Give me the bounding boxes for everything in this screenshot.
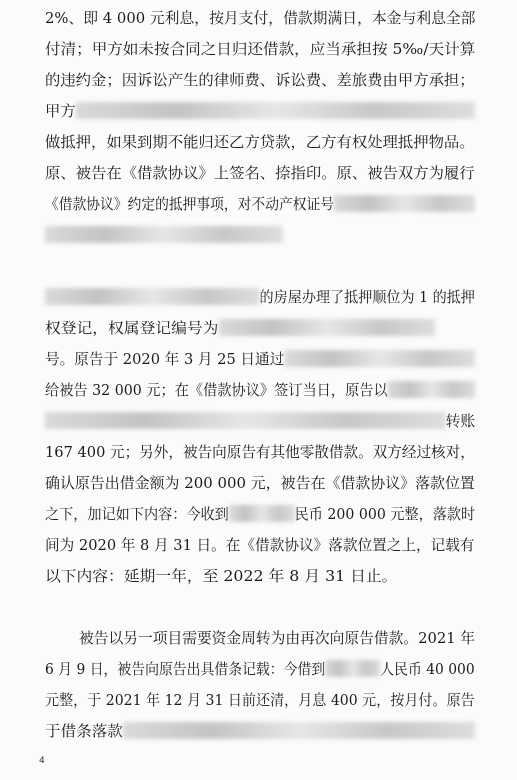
text-span: 之下，加记如下内容：今收到 xyxy=(45,506,229,523)
redacted-text xyxy=(334,195,475,212)
text-span: 167 400 元；另外，被告向原告有其他零散借款。双方经过核对， xyxy=(45,444,475,461)
text-line xyxy=(45,691,475,711)
text-span: 2%、即 4 000 元利息，按月支付，借款期满日，本金与利息全部 xyxy=(45,10,476,27)
text-span: 权登记，权属登记编号为 xyxy=(45,320,219,337)
text-span: 的违约金；因诉讼产生的律师费、诉讼费、差旅费由甲方承担； xyxy=(45,72,475,89)
text-line xyxy=(45,412,475,432)
text-line xyxy=(45,443,475,463)
text-line xyxy=(45,350,475,370)
text-span: 付清；甲方如未按合同之日归还借款，应当承担按 5‰/天计算 xyxy=(45,41,476,58)
redacted-text xyxy=(218,319,434,336)
text-span: 确认原告出借金额为 200 000 元，被告在《借款协议》落款位置 xyxy=(45,475,475,492)
text-span: 给被告 32 000 元；在《借款协议》签订当日，原告以 xyxy=(45,382,388,399)
text-line xyxy=(45,71,475,91)
text-line xyxy=(45,9,475,29)
text-span: 甲方 xyxy=(45,103,76,120)
text-span: 的房屋办理了抵押顺位为 1 的抵押 xyxy=(259,289,475,306)
page-number: 4 xyxy=(39,756,45,766)
text-line xyxy=(45,567,397,587)
redacted-text xyxy=(284,350,474,367)
text-line xyxy=(45,474,475,494)
text-span: 于借条落款 xyxy=(45,723,123,740)
text-line xyxy=(45,722,475,742)
text-span: 元整，于 2021 年 12 月 31 日前还清，月息 400 元，按月付。原告 xyxy=(45,692,475,709)
text-line xyxy=(45,319,434,339)
text-span: 民币 200 000 元整，落款时 xyxy=(294,506,476,523)
text-line xyxy=(45,195,475,215)
text-span: 被告以另一项目需要资金周转为由再次向原告借款。2021 年 xyxy=(79,630,476,647)
redacted-text xyxy=(45,288,260,305)
redacted-text xyxy=(229,505,295,522)
text-line xyxy=(45,164,475,184)
text-span: 《借款协议》约定的抵押事项，对不动产权证号 xyxy=(45,196,335,213)
text-line xyxy=(45,536,474,556)
text-span: 间为 2020 年 8 月 31 日。在《借款协议》落款位置之上，记载有 xyxy=(45,537,475,554)
redacted-text xyxy=(388,381,476,398)
text-span: 做抵押，如果到期不能归还乙方贷款，乙方有权处理抵押物品。 xyxy=(45,134,475,151)
text-line xyxy=(45,288,475,308)
text-span: 原、被告在《借款协议》上签名、捺指印。原、被告双方为履行 xyxy=(45,165,475,182)
text-line xyxy=(45,381,475,401)
text-line xyxy=(45,102,475,122)
text-line xyxy=(45,40,475,60)
redacted-text xyxy=(45,226,283,243)
text-line xyxy=(45,660,475,680)
text-line xyxy=(45,505,475,525)
text-line xyxy=(79,629,475,649)
text-span: 号。原告于 2020 年 3 月 25 日通过 xyxy=(45,351,285,368)
redacted-text xyxy=(76,102,475,119)
text-line xyxy=(45,133,475,153)
redacted-text xyxy=(123,722,475,739)
redacted-text xyxy=(45,412,446,429)
text-span: 转账 xyxy=(445,413,476,430)
redacted-text xyxy=(325,660,380,677)
text-line xyxy=(45,226,283,246)
text-span: 以下内容：延期一年，至 2022 年 8 月 31 日止。 xyxy=(45,568,398,585)
text-span: 人民币 40 000 xyxy=(380,661,475,678)
text-span: 6 月 9 日，被告向原告出具借条记载：今借到 xyxy=(45,661,326,678)
